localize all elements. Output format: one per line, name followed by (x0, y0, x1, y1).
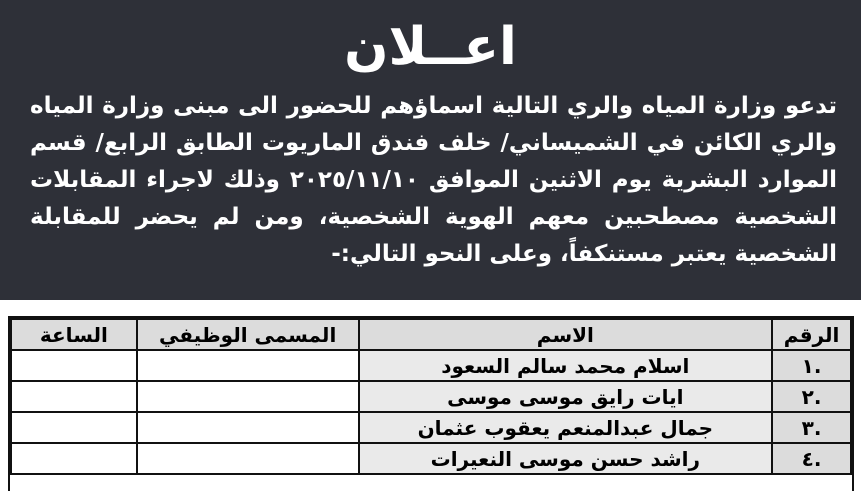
row-job-title (137, 350, 359, 381)
row-time (11, 443, 137, 474)
table-row (11, 443, 851, 474)
row-number: .٤ (772, 443, 851, 474)
announcement-title: اعــلان (344, 17, 517, 77)
header-name: الاسم (359, 319, 773, 350)
candidates-table-container (8, 316, 854, 491)
header-time: الساعة (11, 319, 137, 350)
table-row (11, 412, 851, 443)
row-name: جمال عبدالمنعم يعقوب عثمان (359, 412, 773, 443)
header-job-title: المسمى الوظيفي (137, 319, 359, 350)
row-time (11, 350, 137, 381)
announcement-body: تدعو وزارة المياه والري التالية اسماؤهم للحضور الى مبنى وزارة المياه والري الكائن في الشميساني/ خلف فندق الماريوت الطابق الرابع/ قسم الموارد البشرية يوم الاثنين الموافق ٢٠٢٥/١١/١٠ وذلك لاجراء المقابلات الشخصية مصطحبين معهم الهوية الشخصية، ومن لم يحضر للمقابلة الشخصية يعتبر مستنكفاً، وعلى النحو التالي:- (30, 93, 837, 267)
row-time (11, 412, 137, 443)
table-row (11, 350, 851, 381)
row-job-title (137, 412, 359, 443)
row-number: .٢ (772, 381, 851, 412)
row-job-title (137, 443, 359, 474)
row-name: اسلام محمد سالم السعود (359, 350, 773, 381)
row-number: .٣ (772, 412, 851, 443)
candidates-table (10, 318, 852, 475)
row-time (11, 381, 137, 412)
header-number: الرقم (772, 319, 851, 350)
row-name: راشد حسن موسى النعيرات (359, 443, 773, 474)
row-name: ايات رايق موسى موسى (359, 381, 773, 412)
table-header-row (11, 319, 851, 350)
row-number: .١ (772, 350, 851, 381)
row-job-title (137, 381, 359, 412)
table-row (11, 381, 851, 412)
